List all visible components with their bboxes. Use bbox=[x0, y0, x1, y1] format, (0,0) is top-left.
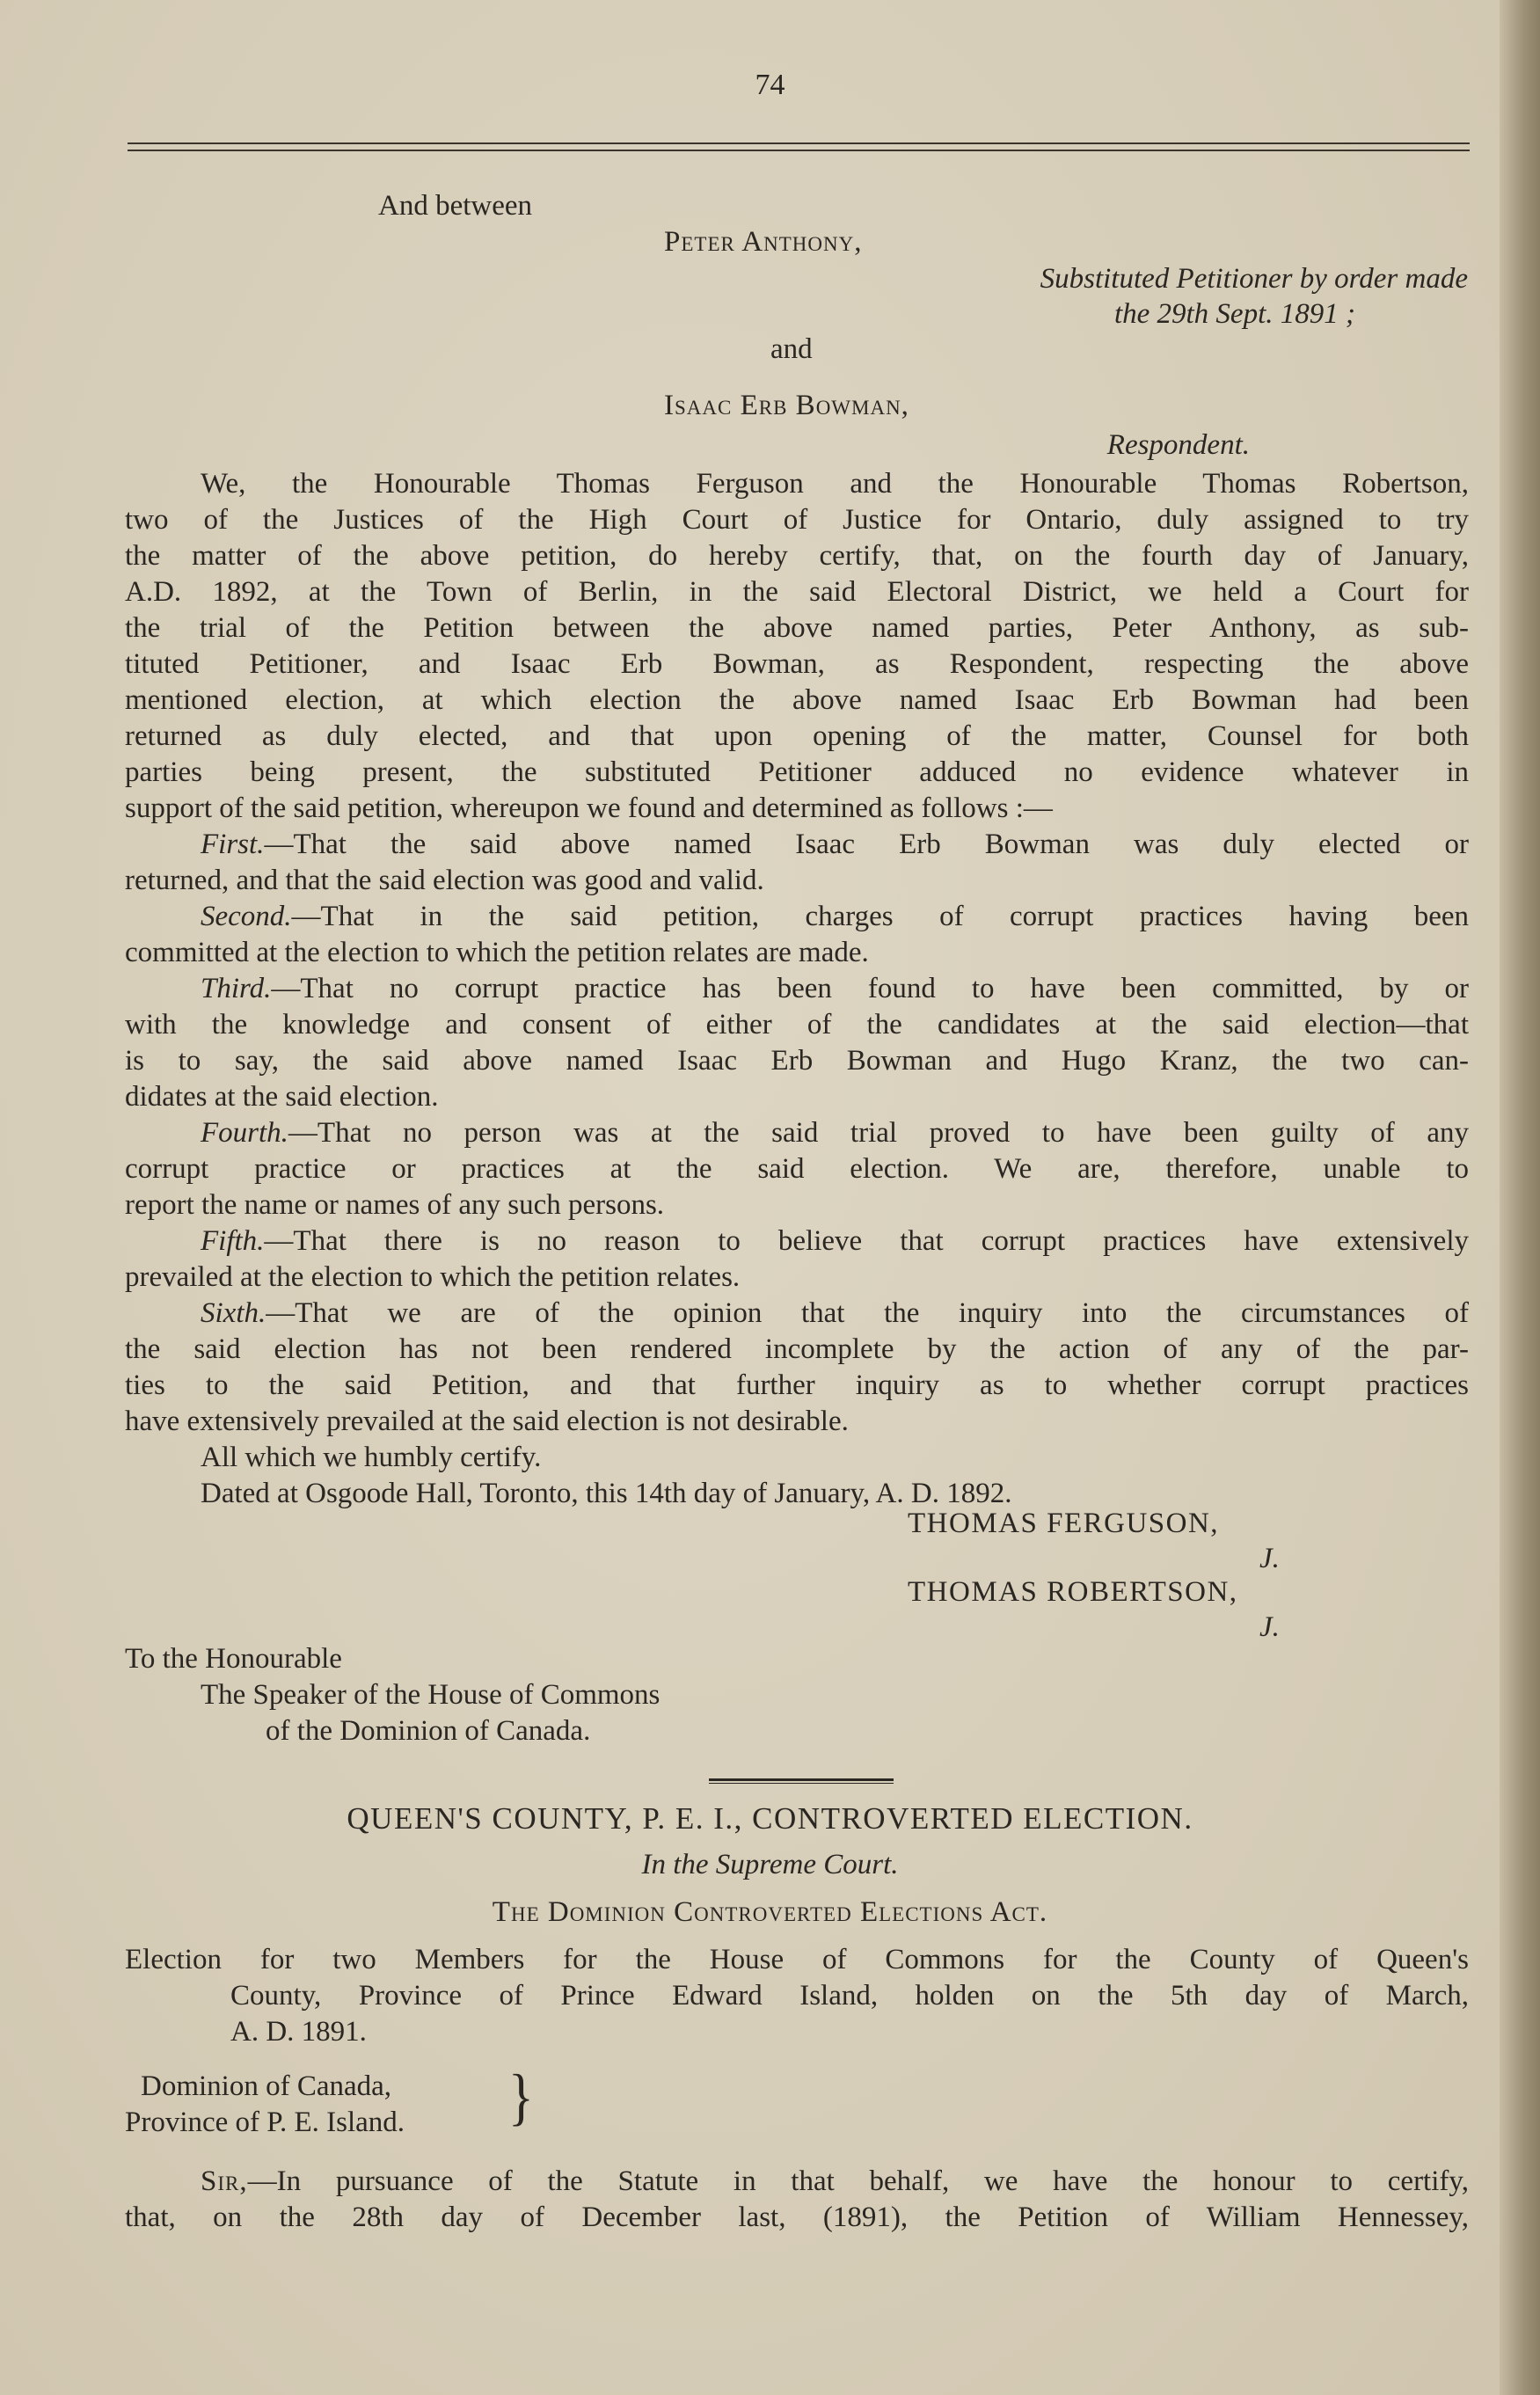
and-text: and bbox=[770, 333, 813, 365]
finding-second-line-1: Second.—That in the said petition, charges of corrupt practices having been bbox=[201, 901, 1469, 932]
page-number: 74 bbox=[755, 69, 785, 101]
finding-sixth-line-1: Sixth.—That we are of the opinion that the inquiry into the circumstances of bbox=[201, 1297, 1469, 1329]
section-separator bbox=[709, 1778, 894, 1781]
sir-line: Sir,—In pursuance of the Statute in that behalf, we have the honour to certify, bbox=[201, 2165, 1469, 2197]
finding-third-line-2: with the knowledge and consent of either of the candidates at the said election—that bbox=[125, 1009, 1469, 1041]
jurisdiction-brace: } bbox=[508, 2062, 534, 2132]
finding-fourth-line-3: report the name or names of any such persons. bbox=[125, 1189, 665, 1221]
address-line-2: The Speaker of the House of Commons bbox=[201, 1679, 661, 1711]
header-rule-bottom bbox=[128, 150, 1470, 151]
jurisdiction-line-1: Dominion of Canada, bbox=[141, 2070, 392, 2102]
second-case-title: QUEEN'S COUNTY, P. E. I., CONTROVERTED ELECTION. bbox=[347, 1801, 1193, 1836]
finding-second-label: Second. bbox=[201, 901, 292, 932]
certify-line: All which we humbly certify. bbox=[201, 1442, 542, 1473]
and-between: And between bbox=[378, 190, 533, 222]
body-line-9: parties being present, the substituted Petitioner adduced no evidence whatever in bbox=[125, 756, 1469, 788]
signature-robertson: THOMAS ROBERTSON, bbox=[908, 1576, 1238, 1608]
body-line-2: two of the Justices of the High Court of Justice for Ontario, duly assigned to try bbox=[125, 504, 1469, 536]
petitioner-role-1: Substituted Petitioner by order made bbox=[1040, 263, 1468, 295]
address-line-3: of the Dominion of Canada. bbox=[266, 1715, 591, 1747]
election-line-2: County, Province of Prince Edward Island, holden on the 5th day of March, bbox=[230, 1980, 1469, 2012]
respondent-role: Respondent. bbox=[1106, 429, 1250, 461]
petitioner-name: Peter Anthony, bbox=[664, 226, 863, 258]
signature-robertson-title: J. bbox=[1259, 1611, 1280, 1643]
finding-first-line-1: First.—That the said above named Isaac Erb Bowman was duly elected or bbox=[201, 829, 1469, 860]
finding-sixth-line-4: have extensively prevailed at the said election is not desirable. bbox=[125, 1406, 849, 1437]
finding-fourth-line-2: corrupt practice or practices at the said election. We are, therefore, unable to bbox=[125, 1153, 1469, 1185]
finding-first-label: First. bbox=[201, 829, 265, 860]
finding-fourth-line-1: Fourth.—That no person was at the said trial proved to have been guilty of any bbox=[201, 1117, 1469, 1149]
finding-second-line-2: committed at the election to which the petition relates are made. bbox=[125, 937, 869, 968]
last-line: that, on the 28th day of December last, (1891), the Petition of William Hennessey, bbox=[125, 2202, 1469, 2233]
election-line-1: Election for two Members for the House of Commons for the County of Queen's bbox=[125, 1944, 1469, 1975]
finding-fourth-label: Fourth. bbox=[201, 1117, 288, 1149]
finding-fifth-label: Fifth. bbox=[201, 1225, 265, 1257]
finding-third-line-1: Third.—That no corrupt practice has been found to have been committed, by or bbox=[201, 973, 1469, 1004]
finding-first-line-2: returned, and that the said election was good and valid. bbox=[125, 865, 764, 896]
body-line-1: We, the Honourable Thomas Ferguson and the Honourable Thomas Robertson, bbox=[201, 468, 1469, 500]
finding-sixth-line-2: the said election has not been rendered incomplete by the action of any of the par- bbox=[125, 1333, 1469, 1365]
signature-ferguson-title: J. bbox=[1259, 1543, 1280, 1574]
body-line-8: returned as duly elected, and that upon opening of the matter, Counsel for both bbox=[125, 720, 1469, 752]
body-line-7: mentioned election, at which election the above named Isaac Erb Bowman had been bbox=[125, 684, 1469, 716]
finding-third-label: Third. bbox=[201, 973, 272, 1004]
respondent-name: Isaac Erb Bowman, bbox=[664, 390, 909, 421]
finding-sixth-line-3: ties to the said Petition, and that further inquiry as to whether corrupt practices bbox=[125, 1369, 1469, 1401]
header-rule-top bbox=[128, 142, 1470, 144]
finding-third-line-4: didates at the said election. bbox=[125, 1081, 439, 1113]
jurisdiction-line-2: Province of P. E. Island. bbox=[125, 2107, 405, 2138]
finding-third-line-3: is to say, the said above named Isaac Erb Bowman and Hugo Kranz, the two can- bbox=[125, 1045, 1469, 1077]
sir-label: Sir, bbox=[201, 2165, 248, 2197]
page-edge bbox=[1500, 0, 1540, 2395]
body-line-5: the trial of the Petition between the above named parties, Peter Anthony, as sub- bbox=[125, 612, 1469, 644]
section-separator-thin bbox=[709, 1783, 894, 1784]
body-line-6: tituted Petitioner, and Isaac Erb Bowman, as Respondent, respecting the above bbox=[125, 648, 1469, 680]
second-case-act: The Dominion Controverted Elections Act. bbox=[492, 1896, 1048, 1928]
address-line-1: To the Honourable bbox=[125, 1643, 342, 1675]
finding-fifth-line-2: prevailed at the election to which the petition relates. bbox=[125, 1261, 741, 1293]
body-line-4: A.D. 1892, at the Town of Berlin, in the said Electoral District, we held a Court for bbox=[125, 576, 1469, 608]
signature-ferguson: THOMAS FERGUSON, bbox=[908, 1508, 1220, 1539]
body-line-10: support of the said petition, whereupon we found and determined as follows :— bbox=[125, 792, 1053, 824]
second-case-court: In the Supreme Court. bbox=[641, 1849, 899, 1880]
dated-line: Dated at Osgoode Hall, Toronto, this 14th day of January, A. D. 1892. bbox=[201, 1478, 1012, 1509]
finding-sixth-label: Sixth. bbox=[201, 1297, 266, 1329]
body-line-3: the matter of the above petition, do hereby certify, that, on the fourth day of January, bbox=[125, 540, 1469, 572]
election-line-3: A. D. 1891. bbox=[230, 2016, 367, 2048]
finding-fifth-line-1: Fifth.—That there is no reason to believe that corrupt practices have extensively bbox=[201, 1225, 1469, 1257]
petitioner-role-2: the 29th Sept. 1891 ; bbox=[1113, 298, 1355, 330]
